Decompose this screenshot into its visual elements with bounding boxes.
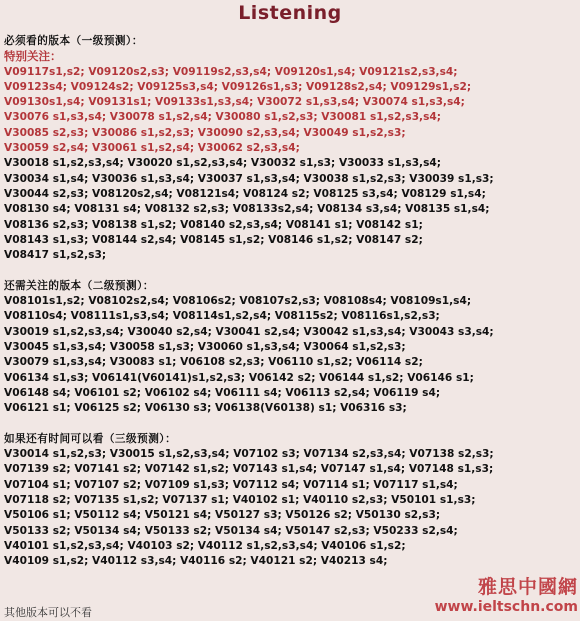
version-line: V30045 s1,s3,s4; V30058 s1,s3; V30060 s1,s3,s4; V30064 s1,s2,s3; xyxy=(4,340,406,353)
watermark-url: www.ieltschn.com xyxy=(434,599,578,615)
version-line: V30014 s1,s2,s3; V30015 s1,s2,s3,s4; V07102 s3; V07134 s2,s3,s4; V07138 s2,s3; xyxy=(4,448,494,461)
version-line: V08136 s2,s3; V08138 s1,s2; V08140 s2,s3,s4; V08141 s1; V08142 s1; xyxy=(4,218,423,231)
special-line: V30059 s2,s4; V30061 s1,s2,s4; V30062 s2,s3,s4; xyxy=(4,142,300,155)
version-line: V07104 s1; V07107 s2; V07109 s1,s3; V07112 s4; V07114 s1; V07117 s1,s4; xyxy=(4,478,458,491)
special-attention-label: 特别关注： xyxy=(4,49,62,64)
version-line: V40101 s1,s2,s3,s4; V40103 s2; V40112 s1,s2,s3,s4; V40106 s1,s2; xyxy=(4,539,406,552)
version-line: V50133 s2; V50134 s4; V50133 s2; V50134 s4; V50147 s2,s3; V50233 s2,s4; xyxy=(4,524,458,537)
version-line: V30019 s1,s2,s3,s4; V30040 s2,s4; V30041 s2,s4; V30042 s1,s3,s4; V30043 s3,s4; xyxy=(4,325,494,338)
special-line: V09130s1,s4; V09131s1; V09133s1,s3,s4; V30072 s1,s3,s4; V30074 s1,s3,s4; xyxy=(4,96,465,109)
page-title: Listening xyxy=(238,2,342,24)
version-line: V08130 s4; V08131 s4; V08132 s2,s3; V08133s2,s4; V08134 s3,s4; V08135 s1,s4; xyxy=(4,203,490,216)
version-line: V07118 s2; V07135 s1,s2; V07137 s1; V40102 s1; V40110 s2,s3; V50101 s1,s3; xyxy=(4,493,476,506)
site-watermark xyxy=(398,572,578,616)
version-line: V30034 s1,s4; V30036 s1,s3,s4; V30037 s1,s3,s4; V30038 s1,s2,s3; V30039 s1,s3; xyxy=(4,172,494,185)
version-line: V50106 s1; V50112 s4; V50121 s4; V50127 s3; V50126 s2; V50130 s2,s3; xyxy=(4,509,441,522)
special-line: V09123s4; V09124s2; V09125s3,s4; V09126s1,s3; V09128s2,s4; V09129s1,s2; xyxy=(4,80,472,93)
section2-heading: 还需关注的版本（二级预测）： xyxy=(4,279,155,292)
special-line: V09117s1,s2; V09120s2,s3; V09119s2,s3,s4; V09120s1,s4; V09121s2,s3,s4; xyxy=(4,65,458,78)
version-line: V30018 s1,s2,s3,s4; V30020 s1,s2,s3,s4; V30032 s1,s3; V30033 s1,s3,s4; xyxy=(4,157,441,170)
footer-note: 其他版本可以不看 xyxy=(4,606,92,619)
version-line: V08101s1,s2; V08102s2,s4; V08106s2; V08107s2,s3; V08108s4; V08109s1,s4; xyxy=(4,295,472,308)
version-line: V06121 s1; V06125 s2; V06130 s3; V06138(V60138) s1; V06316 s3; xyxy=(4,402,407,415)
section1-heading: 必须看的版本（一级预测）： xyxy=(4,35,143,47)
version-line: V06148 s4; V06101 s2; V06102 s4; V06111 s4; V06113 s2,s4; V06119 s4; xyxy=(4,386,441,399)
version-line: V30079 s1,s3,s4; V30083 s1; V06108 s2,s3; V06110 s1,s2; V06114 s2; xyxy=(4,356,423,369)
section-spacer xyxy=(4,263,578,278)
version-line: V08417 s1,s2,s3; xyxy=(4,249,107,262)
version-line: V40109 s1,s2; V40112 s3,s4; V40116 s2; V40121 s2; V40213 s4; xyxy=(4,555,388,568)
version-line: V08110s4; V08111s1,s3,s4; V08114s1,s2,s4; V08115s2; V08116s1,s2,s3; xyxy=(4,310,440,323)
version-line: V07139 s2; V07141 s2; V07142 s1,s2; V07143 s1,s4; V07147 s1,s4; V07148 s1,s3; xyxy=(4,463,494,476)
watermark-logo-text: 雅思中國網 xyxy=(477,576,578,598)
special-line: V30076 s1,s3,s4; V30078 s1,s2,s4; V30080 s1,s2,s3; V30081 s1,s2,s3,s4; xyxy=(4,111,441,124)
document-body xyxy=(4,34,578,569)
version-line: V08143 s1,s3; V08144 s2,s4; V08145 s1,s2; V08146 s1,s2; V08147 s2; xyxy=(4,233,423,246)
version-line: V06134 s1,s3; V06141(V60141)s1,s2,s3; V06142 s2; V06144 s1,s2; V06146 s1; xyxy=(4,371,474,384)
special-line: V30085 s2,s3; V30086 s1,s2,s3; V30090 s2,s3,s4; V30049 s1,s2,s3; xyxy=(4,126,406,139)
section-spacer xyxy=(4,416,578,431)
version-line: V30044 s2,s3; V08120s2,s4; V08121s4; V08124 s2; V08125 s3,s4; V08129 s1,s4; xyxy=(4,187,486,200)
section3-heading: 如果还有时间可以看（三级预测）： xyxy=(4,432,177,445)
